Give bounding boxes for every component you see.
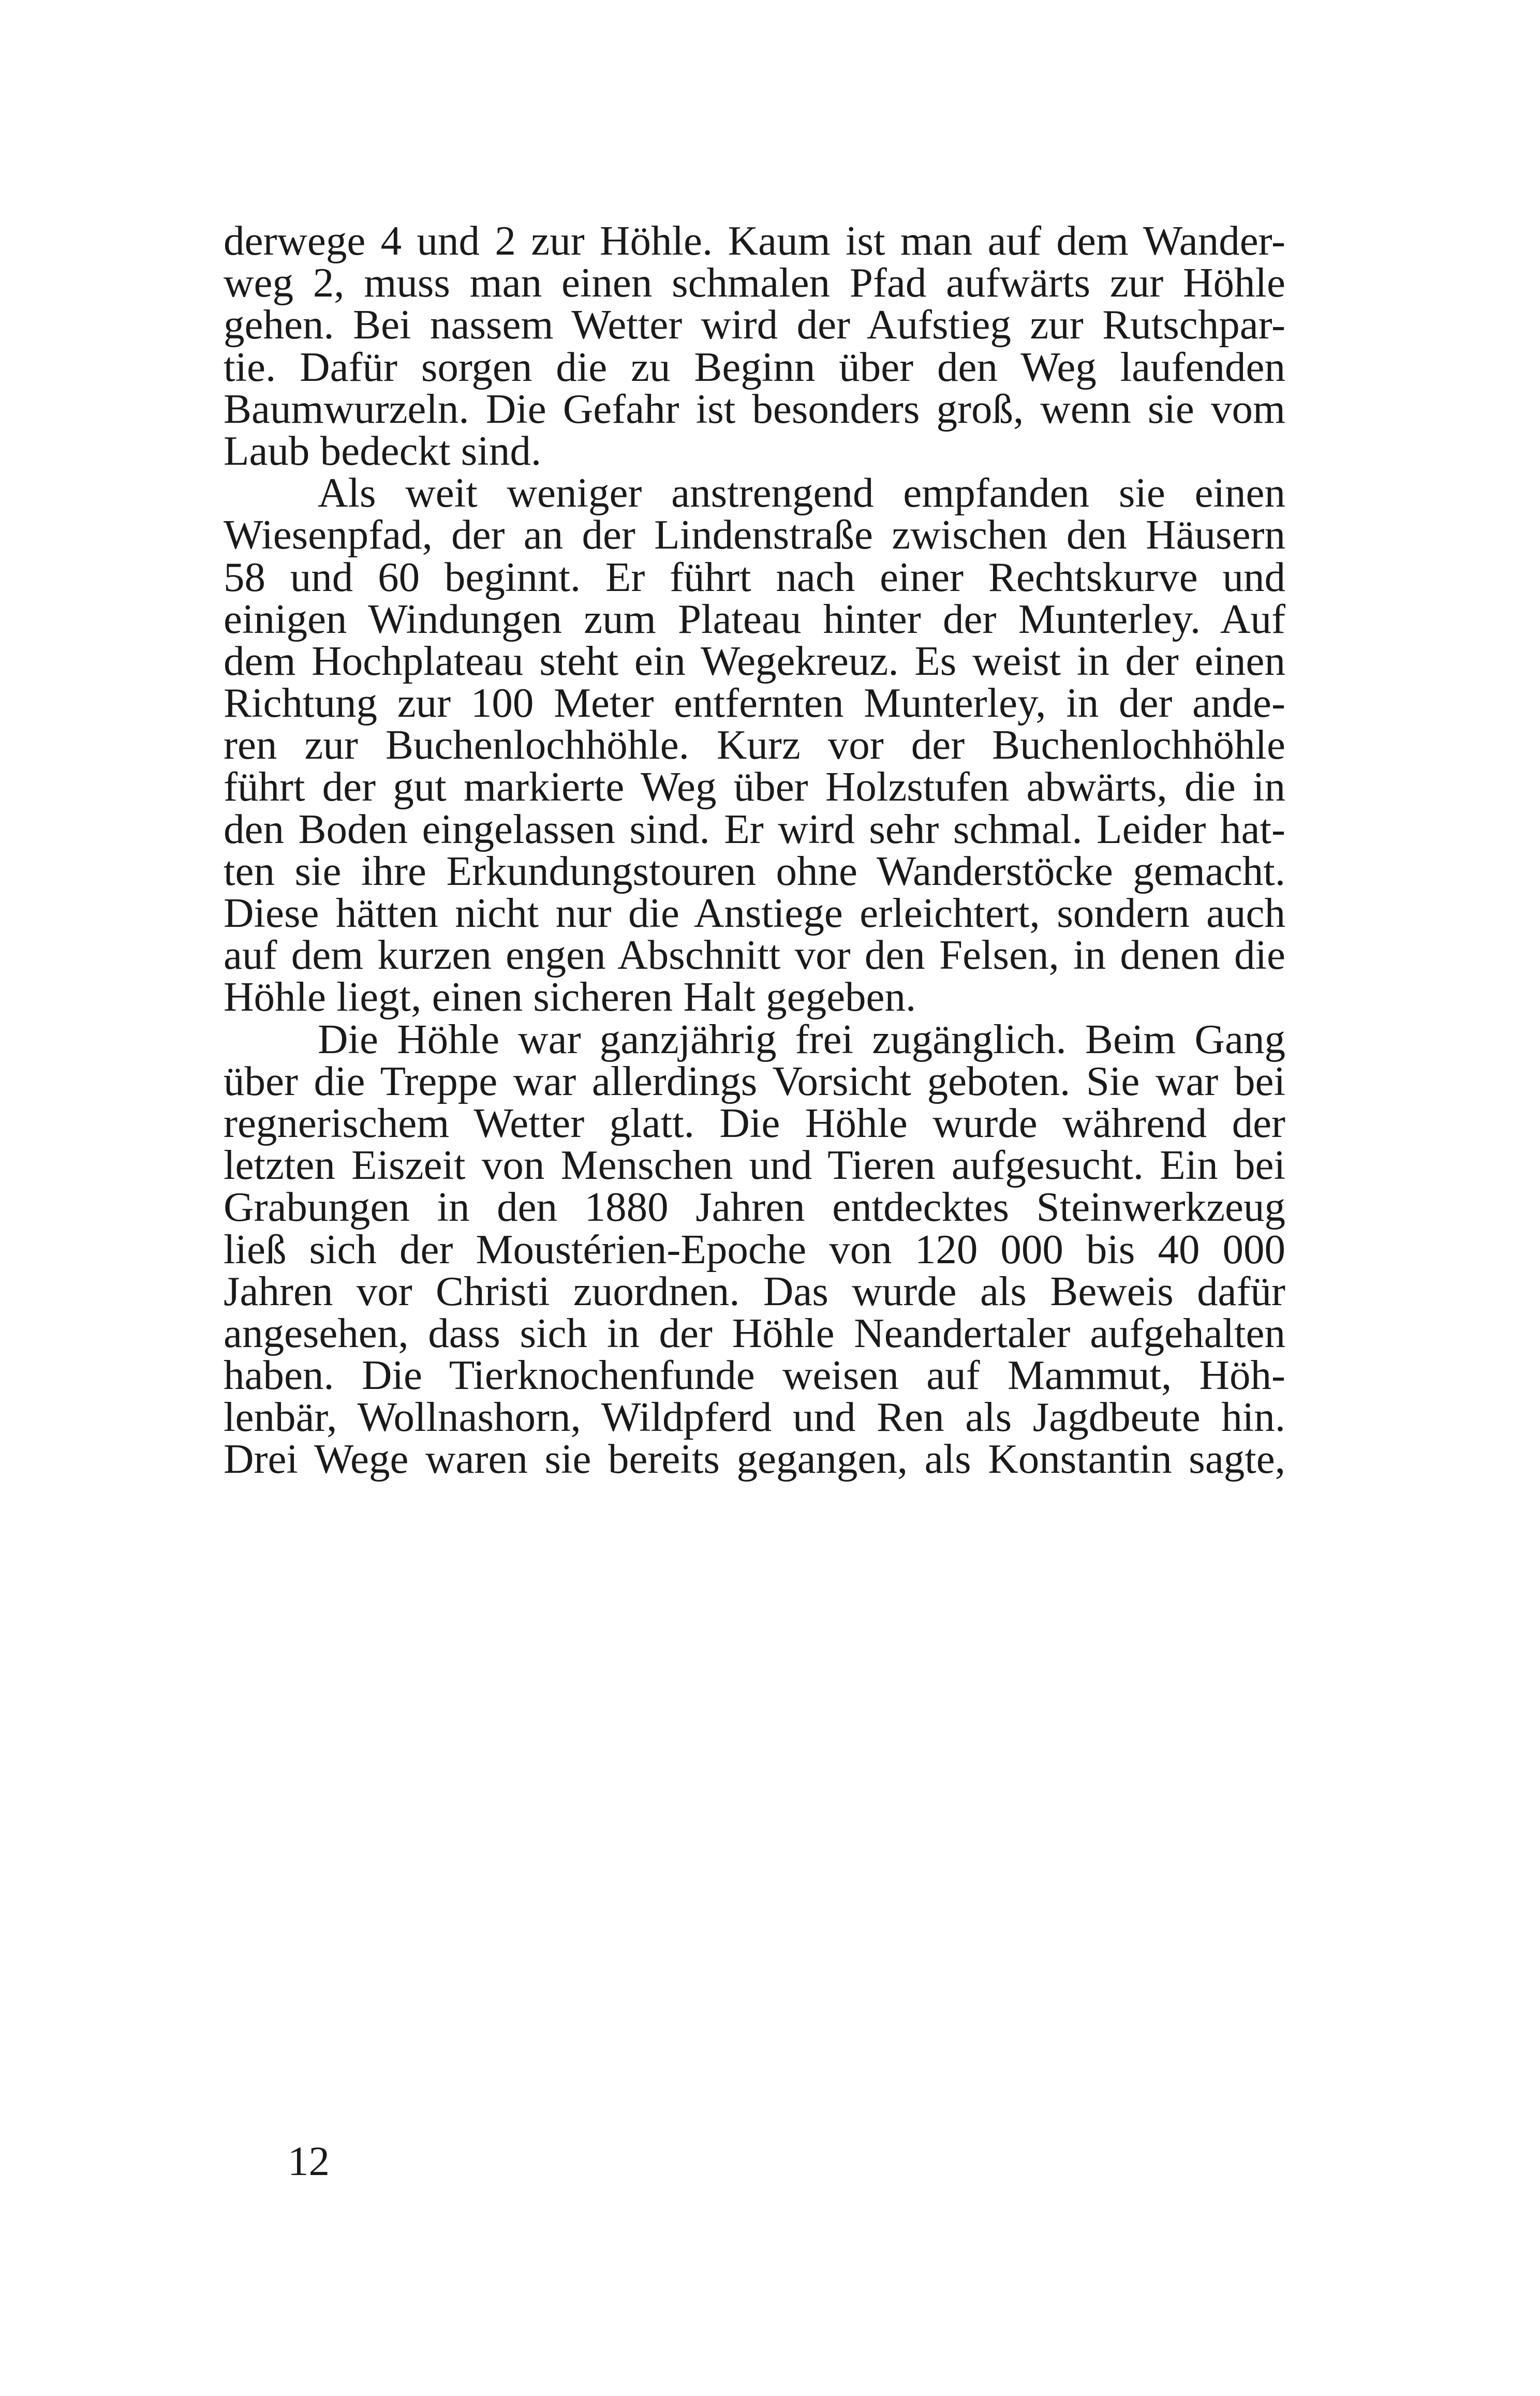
paragraph [224, 469, 1285, 1020]
text-line: ren zur Buchenlochhöhle. Kurz vor der Buchenlochhöhle [224, 721, 1285, 768]
text-line: auf dem kurzen engen Abschnitt vor den Felsen, in denen die [224, 931, 1285, 979]
text-line: lenbär, Wollnashorn, Wildpferd und Ren als Jagdbeute hin. [224, 1394, 1285, 1441]
text-line: regnerischem Wetter glatt. Die Höhle wurde während der [224, 1099, 1285, 1146]
text-line: führt der gut markierte Weg über Holzstufen abwärts, die in [224, 763, 1285, 810]
page-number: 12 [288, 2138, 330, 2184]
text-line: Jahren vor Christi zuordnen. Das wurde als Beweis dafür [224, 1267, 1285, 1314]
body-text [224, 217, 1285, 1483]
text-line: Die Höhle war ganzjährig frei zugänglich. Beim Gang [318, 1015, 1285, 1062]
text-line: weg 2, muss man einen schmalen Pfad aufwärts zur Höhle [224, 259, 1285, 306]
text-line: ten sie ihre Erkundungstouren ohne Wanderstöcke gemacht. [224, 847, 1285, 894]
text-line: angesehen, dass sich in der Höhle Neandertaler aufgehalten [224, 1309, 1285, 1356]
text-line: Grabungen in den 1880 Jahren entdecktes Steinwerkzeug [224, 1184, 1285, 1231]
text-line: den Boden eingelassen sind. Er wird sehr schmal. Leider hat- [224, 805, 1285, 852]
text-line: einigen Windungen zum Plateau hinter der Munterley. Auf [224, 595, 1285, 642]
text-line: Höhle liegt, einen sicheren Halt gegeben. [224, 973, 916, 1020]
text-line: Diese hätten nicht nur die Anstiege erleichtert, sondern auch [224, 890, 1285, 936]
text-line: dem Hochplateau steht ein Wegekreuz. Es weist in der einen [224, 637, 1285, 684]
paragraph [224, 217, 1285, 474]
text-line: Wiesenpfad, der an der Lindenstraße zwischen den Häusern [224, 511, 1285, 558]
text-line: haben. Die Tierknochenfunde weisen auf Mammut, Höh- [224, 1352, 1285, 1399]
text-line: ließ sich der Moustérien-Epoche von 120 000 bis 40 000 [224, 1225, 1285, 1273]
text-line: Als weit weniger anstrengend empfanden sie einen [318, 469, 1285, 516]
text-line: gehen. Bei nassem Wetter wird der Aufstieg zur Rutschpar- [224, 301, 1285, 348]
text-line: über die Treppe war allerdings Vorsicht geboten. Sie war bei [224, 1057, 1285, 1104]
text-line: letzten Eiszeit von Menschen und Tieren aufgesucht. Ein bei [224, 1142, 1285, 1189]
text-line: Richtung zur 100 Meter entfernten Munterley, in der ande- [224, 679, 1285, 727]
text-line: 58 und 60 beginnt. Er führt nach einer Rechtskurve und [224, 553, 1285, 600]
text-line: derwege 4 und 2 zur Höhle. Kaum ist man auf dem Wander- [224, 217, 1285, 264]
paragraph [224, 1015, 1285, 1483]
text-line: Laub bedeckt sind. [224, 427, 542, 474]
text-line: tie. Dafür sorgen die zu Beginn über den Weg laufenden [224, 343, 1285, 390]
text-line: Drei Wege waren sie bereits gegangen, als Konstantin sagte, [224, 1436, 1285, 1483]
text-line: Baumwurzeln. Die Gefahr ist besonders groß, wenn sie vom [224, 385, 1285, 432]
